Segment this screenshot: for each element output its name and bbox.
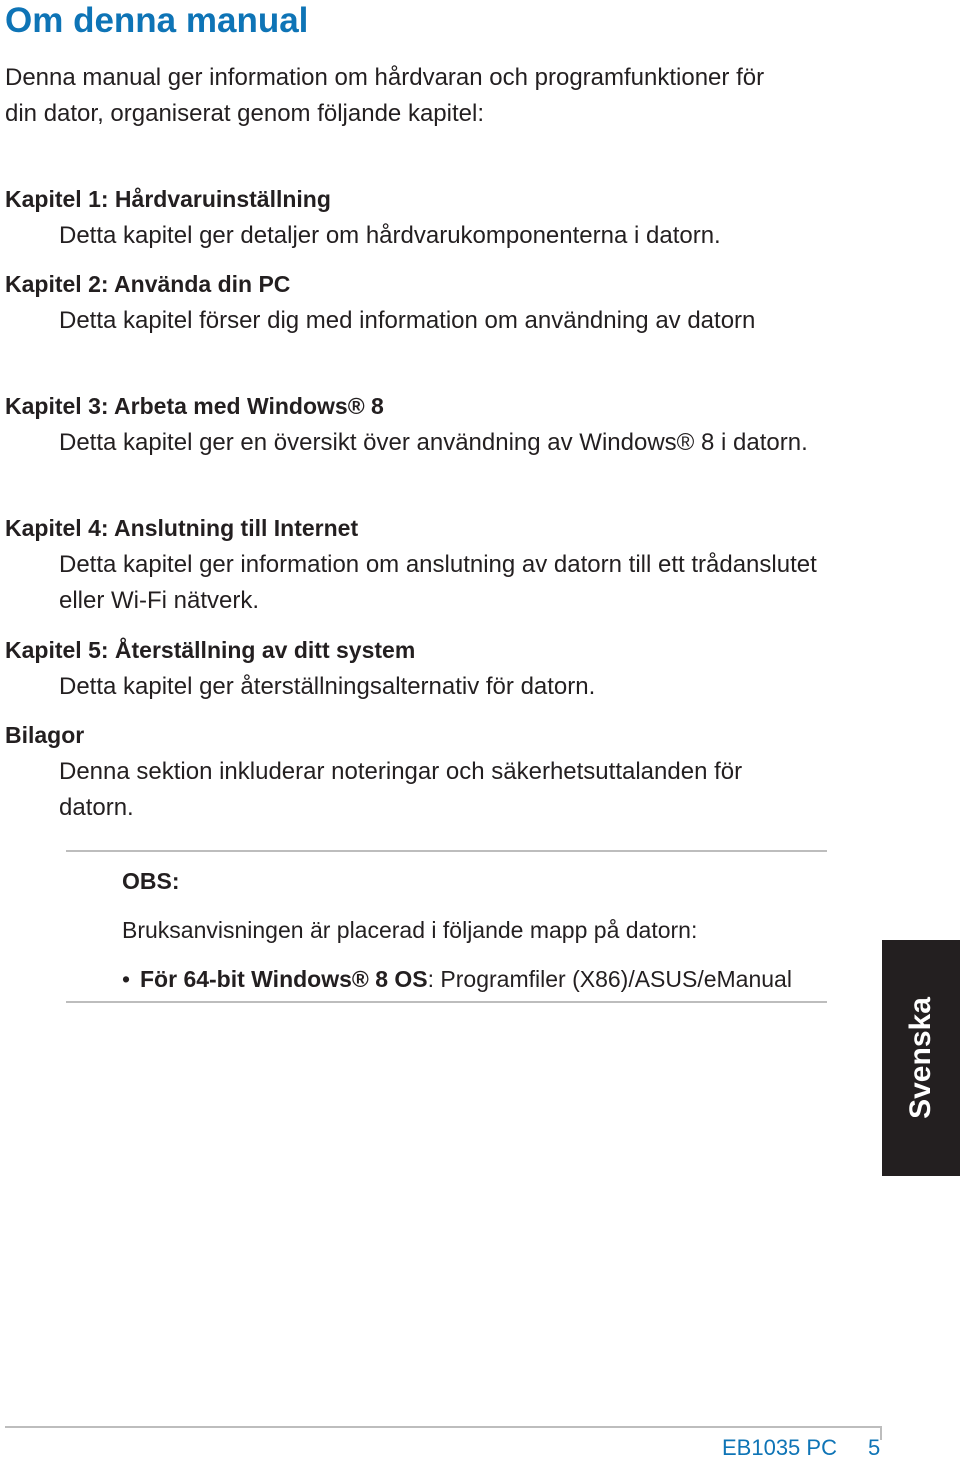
footer-divider <box>5 1426 881 1428</box>
chapter-4-title: Kapitel 4: Anslutning till Internet <box>5 515 359 541</box>
note-bullet-path: : Programfiler (X86)/ASUS/eManual <box>427 966 792 992</box>
bullet-mark: • <box>122 966 131 992</box>
appendix-desc: Denna sektion inkluderar noteringar och säkerhetsuttalanden för datorn. <box>59 758 743 821</box>
chapter-2-desc: Detta kapitel förser dig med information om användning av datorn <box>59 307 756 334</box>
footer-model: EB1035 PC <box>722 1435 837 1460</box>
language-label: Svenska <box>904 997 937 1119</box>
note-top-divider <box>66 850 827 852</box>
note-bottom-divider <box>66 1001 827 1003</box>
page-title: Om denna manual <box>5 1 309 40</box>
chapter-1-desc: Detta kapitel ger detaljer om hårdvarukomponenterna i datorn. <box>59 222 721 249</box>
chapter-3-title: Kapitel 3: Arbeta med Windows® 8 <box>5 393 384 419</box>
intro-paragraph: Denna manual ger information om hårdvaran och programfunktioner för din dator, organiserat genom följande kapitel: <box>5 64 765 127</box>
language-side-tab <box>882 940 960 1176</box>
note-bullet-bold: För 64-bit Windows® 8 OS <box>140 966 428 992</box>
note-bullet <box>122 963 792 995</box>
page-number: 5 <box>868 1435 881 1460</box>
chapter-4-desc: Detta kapitel ger information om anslutning av datorn till ett trådanslutet eller Wi-Fi nätverk. <box>59 551 817 614</box>
note-label: OBS: <box>122 868 180 894</box>
chapter-5-title: Kapitel 5: Återställning av ditt system <box>5 637 416 663</box>
chapter-3-desc: Detta kapitel ger en översikt över användning av Windows® 8 i datorn. <box>59 429 808 456</box>
chapter-2-title: Kapitel 2: Använda din PC <box>5 271 291 297</box>
chapter-5-desc: Detta kapitel ger återställningsalternativ för datorn. <box>59 673 596 700</box>
note-text: Bruksanvisningen är placerad i följande mapp på datorn: <box>122 917 698 943</box>
footer-divider-end <box>880 1426 882 1440</box>
chapter-1-title: Kapitel 1: Hårdvaruinställning <box>5 186 331 212</box>
appendix-title: Bilagor <box>5 722 85 748</box>
